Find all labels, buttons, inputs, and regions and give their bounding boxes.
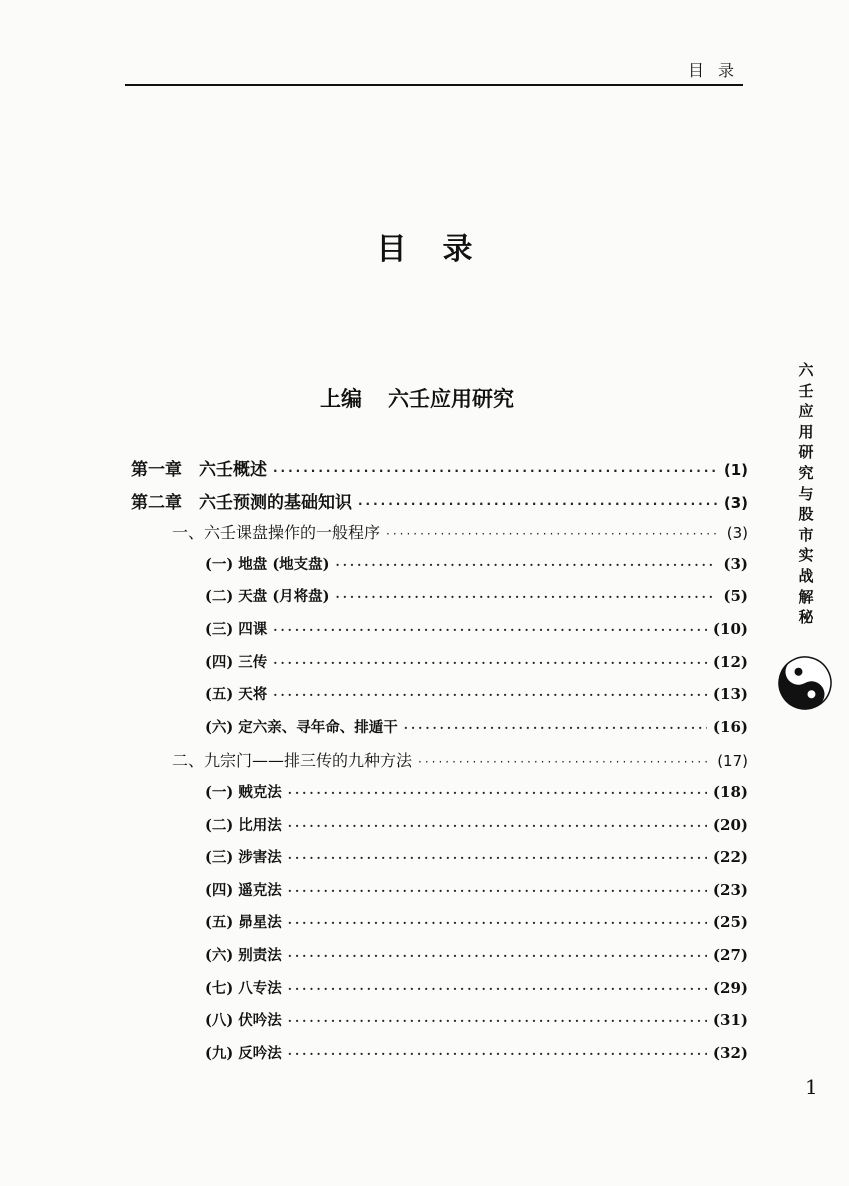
toc-leader-dots [288, 949, 707, 963]
toc-entry-page: (1) [723, 461, 748, 479]
toc-entry-label: (六) 定六亲、寻年命、排遁干 [205, 718, 398, 736]
toc-entry-label: (六) 别责法 [205, 947, 282, 964]
toc-entry [172, 520, 748, 543]
toc-entry-label: (二) 天盘 (月将盘) [205, 588, 330, 606]
toc-leader-dots [358, 497, 718, 511]
toc-leader-dots [288, 851, 707, 865]
toc-entry [205, 585, 748, 606]
toc-entry-page: (13) [712, 685, 748, 704]
toc-entry-label: (九) 反吟法 [205, 1044, 282, 1062]
toc-entry-label: 一、六壬课盘操作的一般程序 [172, 523, 381, 543]
toc-entry [205, 781, 748, 802]
toc-entry-page: (22) [712, 848, 748, 867]
toc-entry [131, 488, 748, 513]
toc-entry-label: (一) 贼克法 [205, 784, 282, 801]
toc-entry-page: (5) [723, 587, 748, 606]
toc-entry-page: (3) [723, 554, 748, 573]
toc-entry [131, 455, 748, 480]
toc-entry-label: (三) 四课 [205, 621, 268, 638]
toc-entry [205, 944, 748, 965]
toc-leader-dots [288, 786, 707, 800]
toc-leader-dots [288, 819, 707, 833]
toc-entry [205, 716, 748, 737]
toc-entry [205, 846, 748, 867]
toc-entry-page: (3) [723, 493, 748, 512]
toc-entry-label: (五) 昴星法 [205, 914, 282, 932]
running-header: 目录 [688, 61, 749, 80]
toc-entry [205, 911, 748, 932]
toc-entry-page: (18) [712, 783, 748, 801]
toc-entry-page: (32) [712, 1043, 748, 1062]
part-title [320, 383, 514, 413]
toc-leader-dots [288, 1047, 707, 1061]
toc-entry [205, 879, 748, 900]
toc-entry-label: (四) 三传 [205, 653, 268, 671]
toc-entry-page: (17) [717, 752, 748, 771]
toc-leader-dots [273, 656, 707, 670]
toc-entry-page: (27) [712, 946, 748, 964]
toc-entry [205, 618, 748, 639]
page-title: 目录 [376, 232, 509, 267]
toc-entry-page: (10) [712, 620, 748, 638]
toc-leader-dots [418, 755, 711, 769]
toc-entry [205, 683, 748, 704]
toc-leader-dots [386, 527, 721, 541]
toc-entry-page: (12) [712, 652, 748, 671]
toc-leader-dots [336, 590, 718, 604]
toc-leader-dots [336, 558, 718, 572]
toc-entry-label: 二、九宗门——排三传的九种方法 [172, 751, 413, 771]
toc-entry [205, 1042, 748, 1063]
toc-entry-page: (25) [712, 913, 748, 932]
toc-entry-label: (八) 伏吟法 [205, 1012, 282, 1030]
toc-entry [205, 553, 748, 574]
toc-entry-page: (29) [712, 978, 748, 997]
toc-entry-page: (23) [712, 880, 748, 899]
toc-leader-dots [273, 464, 718, 478]
yin-yang-icon [777, 650, 833, 716]
toc-entry-label: 第一章 六壬概述 [131, 460, 267, 480]
toc-leader-dots [273, 688, 707, 702]
side-book-title: 六壬应用研究与股市实战解秘 [798, 361, 814, 627]
toc-leader-dots [404, 721, 707, 735]
toc-leader-dots [273, 623, 707, 637]
toc-entry [205, 814, 748, 835]
toc-entry [205, 1009, 748, 1030]
toc-leader-dots [288, 884, 707, 898]
toc-entry-label: (三) 涉害法 [205, 849, 282, 867]
toc-leader-dots [288, 982, 707, 996]
page-number: 1 [805, 1075, 818, 1099]
part-prefix: 上编 [320, 387, 362, 411]
toc-entry-page: (20) [712, 815, 748, 834]
toc-leader-dots [288, 916, 707, 930]
toc-entry-label: 第二章 六壬预测的基础知识 [131, 492, 352, 513]
toc-entry-label: (七) 八专法 [205, 979, 282, 997]
part-name: 六壬应用研究 [388, 387, 514, 411]
toc-entry-label: (四) 遥克法 [205, 881, 282, 899]
header-rule [125, 84, 743, 86]
toc-entry-label: (一) 地盘 (地支盘) [205, 555, 330, 573]
toc-entry-label: (五) 天将 [205, 686, 268, 704]
toc-entry-page: (31) [712, 1011, 748, 1030]
toc-entry-page: (3) [726, 524, 748, 543]
toc-entry [205, 651, 748, 672]
toc-entry [172, 748, 748, 771]
toc-entry-page: (16) [712, 717, 748, 736]
toc-leader-dots [288, 1014, 707, 1028]
toc-entry [205, 977, 748, 998]
toc-entry-label: (二) 比用法 [205, 816, 282, 834]
